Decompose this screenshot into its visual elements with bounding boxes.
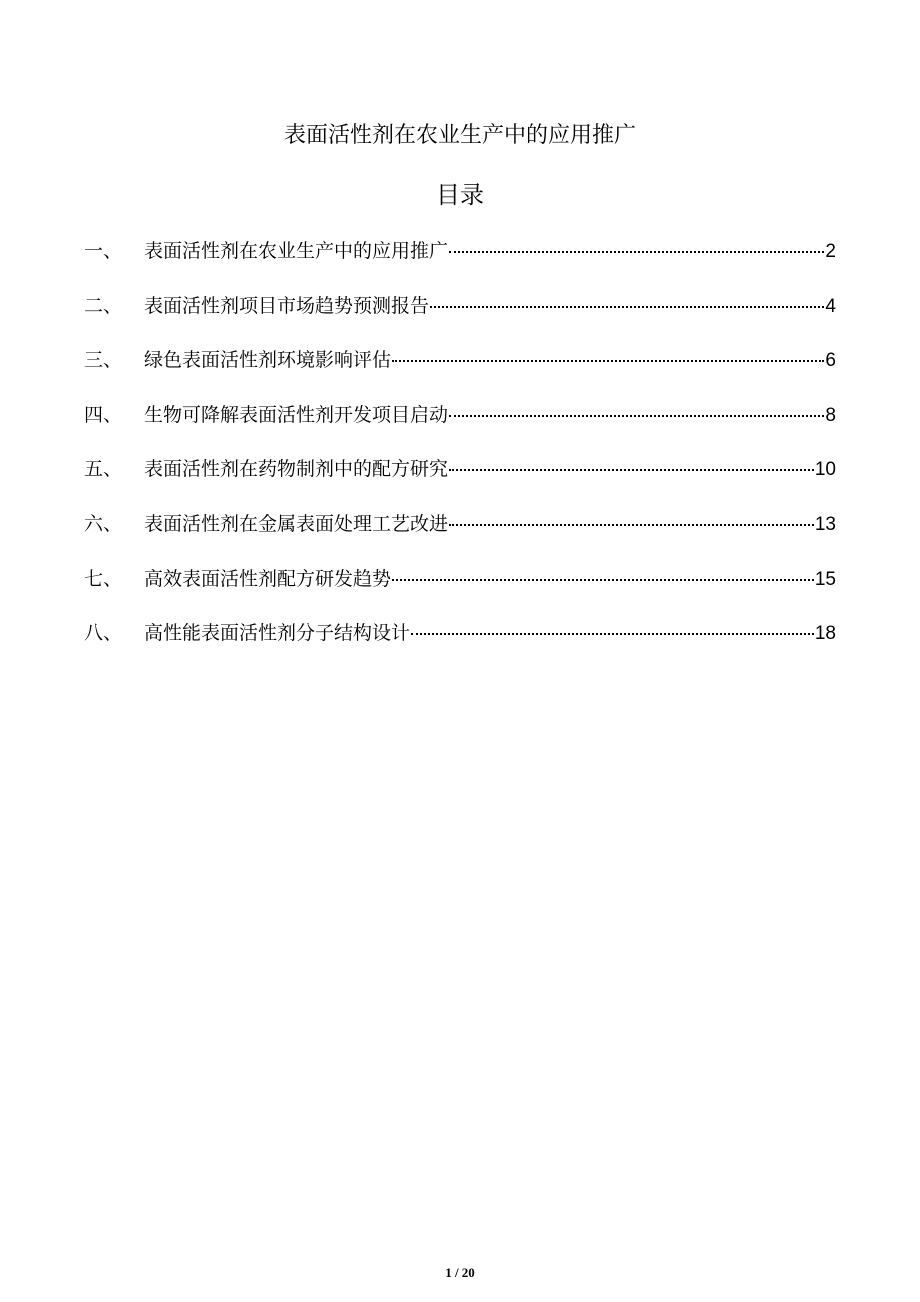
toc-entry[interactable] bbox=[84, 563, 836, 618]
toc-entry-title[interactable]: 高效表面活性剂配方研发趋势 bbox=[144, 567, 392, 590]
toc-entry[interactable] bbox=[84, 617, 836, 672]
toc-entry-number: 三、 bbox=[84, 349, 123, 372]
toc-entry-title[interactable]: 生物可降解表面活性剂开发项目启动 bbox=[144, 403, 449, 426]
toc-dot-leader bbox=[449, 415, 824, 417]
toc-entry[interactable] bbox=[84, 290, 836, 345]
toc-entry-page[interactable]: 15 bbox=[814, 568, 836, 590]
page-number-footer: 1 / 20 bbox=[445, 1265, 475, 1280]
toc-entry-title[interactable]: 表面活性剂在农业生产中的应用推广 bbox=[144, 240, 449, 262]
toc-entry[interactable] bbox=[84, 508, 836, 563]
toc-dot-leader bbox=[411, 633, 814, 635]
toc-entry-page[interactable]: 18 bbox=[814, 623, 836, 645]
toc-dot-leader bbox=[449, 251, 824, 253]
toc-entry-page[interactable]: 4 bbox=[825, 295, 836, 317]
document-title: 表面活性剂在农业生产中的应用推广 bbox=[283, 123, 636, 148]
table-of-contents bbox=[84, 235, 836, 672]
toc-entry-number: 五、 bbox=[84, 458, 123, 481]
toc-entry-number: 一、 bbox=[84, 240, 123, 262]
toc-entry[interactable] bbox=[84, 344, 836, 399]
toc-entry-number: 二、 bbox=[84, 294, 123, 317]
toc-entry-title[interactable]: 高性能表面活性剂分子结构设计 bbox=[144, 622, 411, 645]
toc-dot-leader bbox=[449, 524, 814, 526]
toc-entry-number: 七、 bbox=[84, 567, 123, 590]
toc-entry-title[interactable]: 表面活性剂项目市场趋势预测报告 bbox=[144, 294, 430, 317]
toc-dot-leader bbox=[449, 469, 814, 471]
toc-entry-page[interactable]: 10 bbox=[814, 459, 836, 481]
toc-dot-leader bbox=[430, 306, 824, 308]
toc-dot-leader bbox=[392, 360, 824, 362]
toc-dot-leader bbox=[392, 579, 814, 581]
toc-entry[interactable] bbox=[84, 399, 836, 454]
toc-entry[interactable] bbox=[84, 235, 836, 290]
toc-entry-page[interactable]: 6 bbox=[825, 350, 836, 372]
toc-heading: 目录 bbox=[436, 181, 484, 209]
toc-entry-title[interactable]: 表面活性剂在金属表面处理工艺改进 bbox=[144, 512, 449, 535]
toc-entry-page[interactable]: 8 bbox=[825, 404, 836, 426]
toc-entry-title[interactable]: 表面活性剂在药物制剂中的配方研究 bbox=[144, 458, 449, 481]
toc-entry-number: 四、 bbox=[84, 403, 123, 426]
toc-entry-page[interactable]: 13 bbox=[814, 513, 836, 535]
toc-entry[interactable] bbox=[84, 453, 836, 508]
toc-entry-page[interactable]: 2 bbox=[825, 241, 836, 262]
toc-entry-number: 八、 bbox=[84, 622, 123, 645]
toc-entry-title[interactable]: 绿色表面活性剂环境影响评估 bbox=[144, 349, 392, 372]
toc-entry-number: 六、 bbox=[84, 512, 123, 535]
